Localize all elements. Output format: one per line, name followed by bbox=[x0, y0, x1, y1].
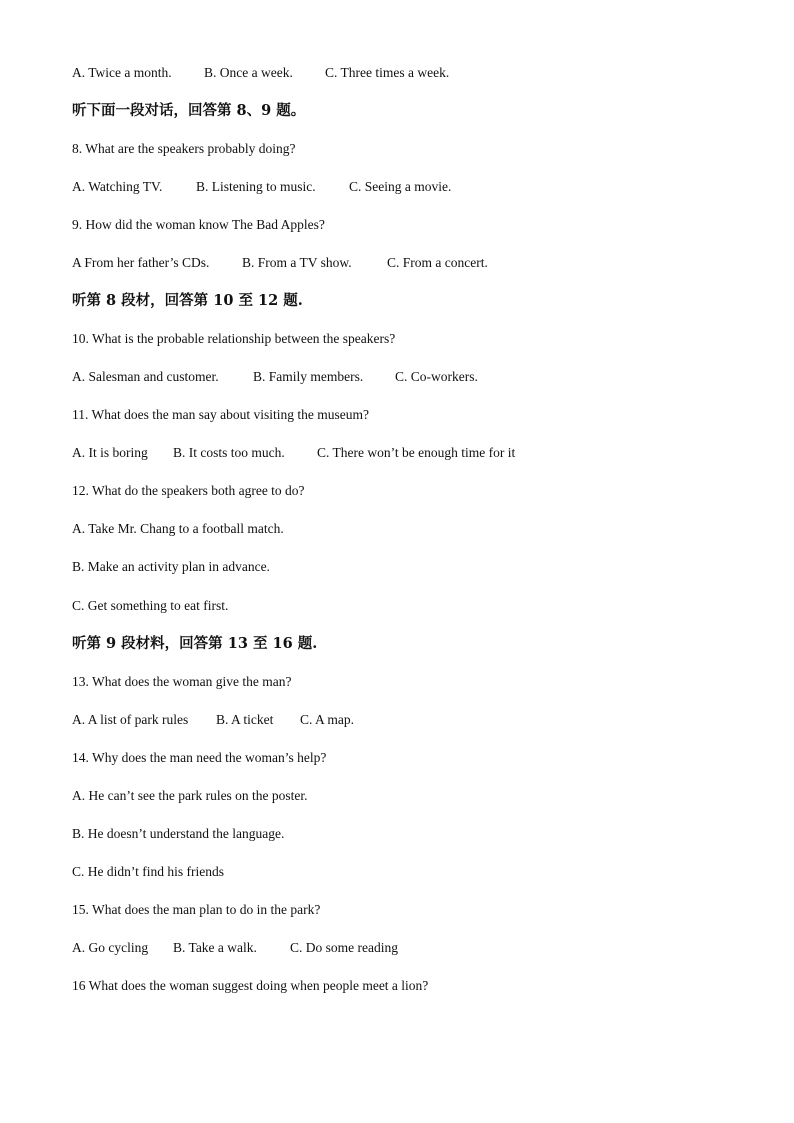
question-14: 14. Why does the man need the woman’s help? bbox=[72, 750, 327, 765]
option-c: C. Co-workers. bbox=[395, 369, 478, 384]
option-b: B. Take a walk. bbox=[173, 940, 257, 955]
option-b: B. Once a week. bbox=[204, 65, 293, 80]
section-heading-10-12: 听第 8 段材，回答第 10 至 12 题. bbox=[72, 292, 303, 309]
question-14-option-c: C. He didn’t find his friends bbox=[72, 864, 224, 879]
option-a: A. Watching TV. bbox=[72, 179, 163, 194]
section-heading-13-16: 听第 9 段材料，回答第 13 至 16 题. bbox=[72, 635, 318, 652]
option-b: B. It costs too much. bbox=[173, 445, 285, 460]
option-a: A. Salesman and customer. bbox=[72, 369, 219, 384]
option-c: C. A map. bbox=[300, 712, 355, 727]
question-8: 8. What are the speakers probably doing? bbox=[72, 141, 296, 156]
question-10: 10. What is the probable relationship between the speakers? bbox=[72, 331, 396, 346]
option-c: C. From a concert. bbox=[387, 255, 488, 270]
option-b: B. Family members. bbox=[253, 369, 364, 384]
question-9: 9. How did the woman know The Bad Apples? bbox=[72, 217, 325, 232]
question-10-options bbox=[72, 368, 478, 386]
option-b: B. From a TV show. bbox=[242, 255, 352, 270]
question-16: 16 What does the woman suggest doing when people meet a lion? bbox=[72, 978, 429, 993]
option-c: C. Do some reading bbox=[290, 940, 398, 955]
option-a: A. A list of park rules bbox=[72, 712, 189, 727]
question-13: 13. What does the woman give the man? bbox=[72, 674, 292, 689]
question-12-option-a: A. Take Mr. Chang to a football match. bbox=[72, 521, 284, 536]
option-c: C. Three times a week. bbox=[325, 65, 450, 80]
section-heading-8-9: 听下面一段对话，回答第 8、9 题。 bbox=[72, 102, 306, 119]
question-15-options bbox=[72, 939, 398, 957]
option-a: A. Go cycling bbox=[72, 940, 149, 955]
option-c: C. There won’t be enough time for it bbox=[317, 445, 516, 460]
question-14-option-a: A. He can’t see the park rules on the poster. bbox=[72, 788, 308, 803]
question-12: 12. What do the speakers both agree to do? bbox=[72, 483, 305, 498]
option-b: B. Listening to music. bbox=[196, 179, 316, 194]
option-c: C. Seeing a movie. bbox=[349, 179, 452, 194]
option-a: A. Twice a month. bbox=[72, 65, 172, 80]
question-15: 15. What does the man plan to do in the park? bbox=[72, 902, 321, 917]
option-a: A. It is boring bbox=[72, 445, 148, 460]
question-14-option-b: B. He doesn’t understand the language. bbox=[72, 826, 285, 841]
question-8-options bbox=[72, 178, 451, 196]
question-9-options bbox=[72, 254, 488, 272]
option-a: A From her father’s CDs. bbox=[72, 255, 210, 270]
question-12-option-b: B. Make an activity plan in advance. bbox=[72, 559, 270, 574]
question-11-options bbox=[72, 444, 515, 462]
question-7-options bbox=[72, 64, 449, 82]
question-13-options bbox=[72, 711, 354, 729]
question-12-option-c: C. Get something to eat first. bbox=[72, 598, 229, 613]
question-11: 11. What does the man say about visiting the museum? bbox=[72, 407, 369, 422]
option-b: B. A ticket bbox=[216, 712, 274, 727]
